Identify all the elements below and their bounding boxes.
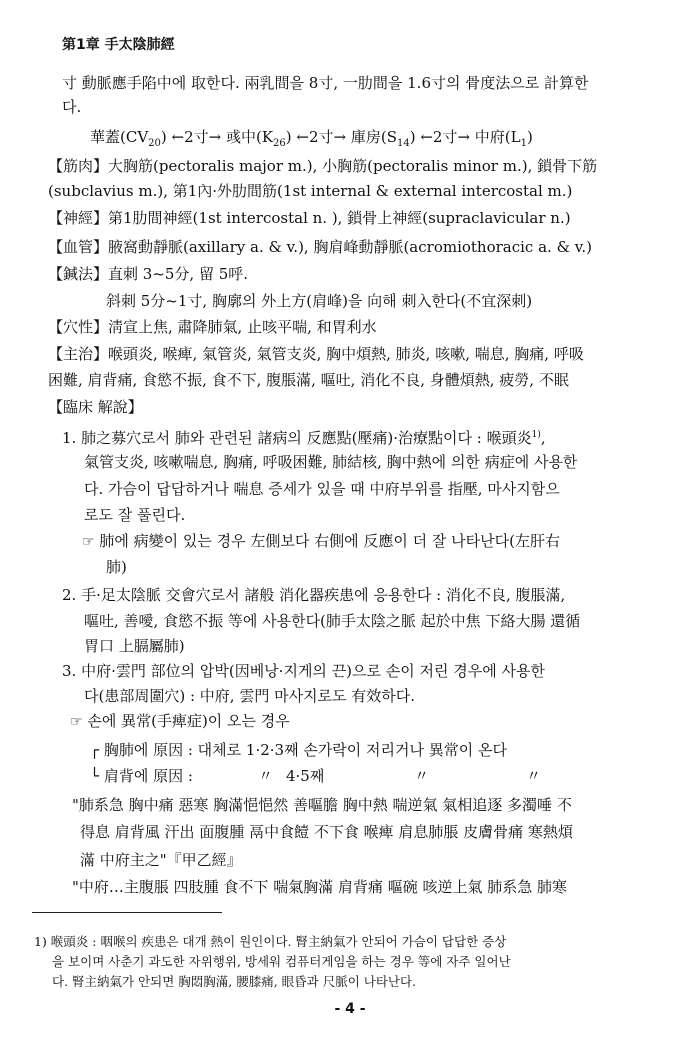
- body-text: 肺에 病變이 있는 경우 左側보다 右側에 反應이 더 잘 나타난다(左肝右: [99, 532, 560, 550]
- section-point-nature: 【穴性】淸宣上焦, 肅降肺氣, 止咳平喘, 和胃利水: [48, 318, 377, 336]
- body-text: 1. 肺之募穴로서 肺와 관련된 諸病의 反應點(壓痛)·治療點이다 : 喉頭炎: [62, 429, 532, 447]
- ditto-mark: 〃: [414, 767, 430, 785]
- page-number: - 4 -: [334, 1001, 366, 1017]
- acupoint-text: ) ←2寸→ 中府(L: [409, 128, 521, 146]
- acupoint-distance-line: [90, 127, 533, 147]
- body-line: 로도 잘 풀린다.: [84, 506, 186, 524]
- acupoint-text: ) ←2寸→ 庫房(S: [285, 128, 397, 146]
- body-line: 다.: [62, 98, 82, 116]
- body-line: 困難, 肩背痛, 食慾不振, 食不下, 腹脹滿, 嘔吐, 消化不良, 身體煩熱, 疲勞, 不眠: [48, 371, 569, 389]
- list-item-3: 3. 中府·雲門 部位의 압박(因베낭·지게의 끈)으로 손이 저린 경우에 사용한: [62, 662, 545, 680]
- ditto-mark: 〃: [526, 767, 542, 785]
- section-nerves: 【神經】第1肋間神經(1st intercostal n. ), 鎖骨上神經(supraclavicular n.): [48, 209, 571, 227]
- acupoint-subscript: 14: [396, 138, 410, 149]
- footnote-line: 다. 腎主納氣가 안되면 胸悶胸滿, 腰膝痛, 眼昏과 尺脈이 나타난다.: [52, 974, 417, 989]
- pointing-hand-icon: ☞: [70, 714, 83, 730]
- quotation-line: 得息 肩背風 汗出 面腹腫 鬲中食饐 不下食 喉痺 肩息肺脹 皮膚骨痛 寒熱煩: [80, 823, 573, 841]
- section-vessels: 【血管】腋窩動靜脈(axillary a. & v.), 胸肩峰動靜脈(acromiothoracic a. & v.): [48, 238, 593, 256]
- section-indications: 【主治】喉頭炎, 喉痺, 氣管炎, 氣管支炎, 胸中煩熱, 肺炎, 咳嗽, 喘息, 胸痛, 呼吸: [48, 345, 584, 363]
- body-line: 寸 動脈應手陷中에 取한다. 兩乳間을 8寸, 一肋間을 1.6寸의 骨度法으로 計算한: [62, 74, 589, 92]
- section-needling: 【鍼法】直刺 3~5分, 留 5呼.: [48, 265, 249, 283]
- bracket-line: [90, 766, 193, 786]
- acupoint-text: ) ←2寸→ 彧中(K: [160, 128, 274, 146]
- quotation-line: "中府…主腹脹 四肢腫 食不下 喘氣胸滿 肩背痛 嘔碗 咳逆上氣 肺系急 肺寒: [72, 878, 568, 896]
- quotation-line: 滿 中府主之"『甲乙經』: [80, 851, 242, 869]
- quotation-line: "肺系急 胸中痛 惡寒 胸滿悒悒然 善嘔膽 胸中熱 喘逆氣 氣相追逐 多濁唾 不: [72, 796, 572, 814]
- footnote-line: 을 보이며 사춘기 과도한 자위행위, 방세워 컴퓨터게임을 하는 경우 等에 자주 일어난: [52, 954, 511, 969]
- chapter-header: 第1章 手太陰肺經: [62, 37, 175, 53]
- bracket-top-icon: ┌: [90, 741, 100, 759]
- ditto-mark: 〃: [258, 767, 274, 785]
- body-line: 肺): [106, 558, 127, 576]
- acupoint-subscript: 20: [148, 138, 161, 149]
- body-text: 4·5째: [286, 767, 325, 785]
- bracket-bottom-icon: └: [90, 767, 100, 785]
- body-line: 斜刺 5分~1寸, 胸廓의 外上方(肩峰)을 向해 刺入한다(不宜深刺): [106, 292, 533, 310]
- footnote-divider: [32, 912, 222, 913]
- body-line: 다(患部周圍穴) : 中府, 雲門 마사지로도 有效하다.: [84, 687, 416, 705]
- list-item-2: 2. 手·足太陰脈 交會穴로서 諸般 消化器疾患에 응용한다 : 消化不良, 腹脹滿,: [62, 586, 566, 604]
- note-line: [70, 711, 290, 732]
- section-muscles: 【筋肉】大胸筋(pectoralis major m.), 小胸筋(pectoralis minor m.), 鎖骨下筋: [48, 157, 598, 175]
- body-line: 胃口 上膈屬肺): [84, 637, 185, 655]
- footnote-ref[interactable]: 1): [531, 430, 541, 440]
- bracket-line: [90, 740, 507, 760]
- section-clinical: 【臨床 解說】: [48, 398, 143, 416]
- body-line: (subclavius m.), 第1內·外肋間筋(1st internal & external intercostal m.): [48, 182, 573, 200]
- body-text: ,: [540, 429, 546, 447]
- footnote-line: 1) 喉頭炎 : 咽喉의 疾患은 대개 熱이 원인이다. 腎主納氣가 안되어 가슴이 답답한 증상: [34, 934, 507, 949]
- acupoint-text: 華蓋(CV: [90, 128, 149, 146]
- acupoint-text: ): [526, 128, 533, 146]
- note-line: [82, 531, 560, 552]
- body-text: 손에 異常(手痺症)이 오는 경우: [87, 712, 290, 730]
- body-line: 嘔吐, 善噯, 食慾不振 等에 사용한다(肺手太陰之脈 起於中焦 下絡大腸 還循: [84, 612, 581, 630]
- list-item-1: [62, 425, 546, 448]
- body-line: 다. 가슴이 답답하거나 喘息 증세가 있을 때 中府부위를 指壓, 마사지함으: [84, 480, 560, 498]
- acupoint-subscript: 1: [520, 138, 527, 149]
- acupoint-subscript: 26: [273, 138, 286, 149]
- body-line: 氣管支炎, 咳嗽喘息, 胸痛, 呼吸困難, 肺結核, 胸中熱에 의한 病症에 사용한: [84, 453, 578, 471]
- pointing-hand-icon: ☞: [82, 534, 95, 550]
- body-text: 肩背에 原因 :: [103, 767, 193, 785]
- body-text: 胸肺에 原因 : 대체로 1·2·3째 손가락이 저리거나 異常이 온다: [103, 741, 508, 759]
